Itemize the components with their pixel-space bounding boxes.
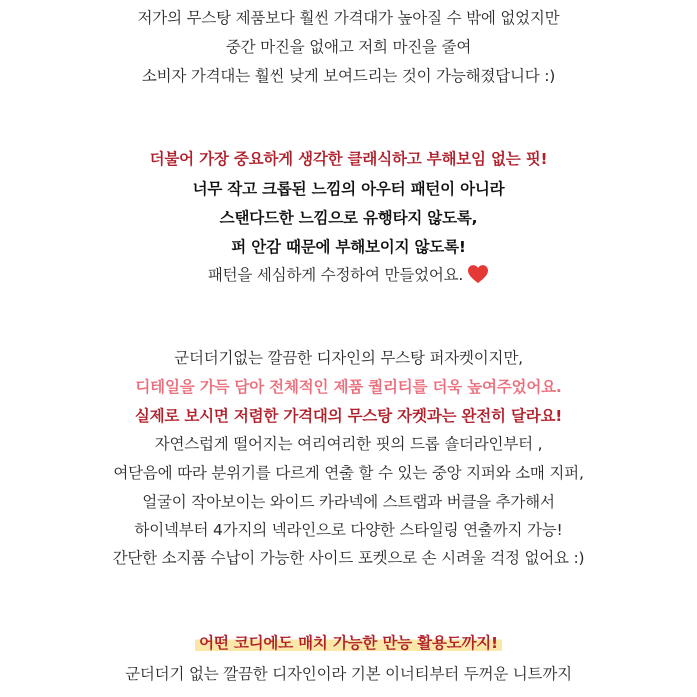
text-line: 얼굴이 작아보이는 와이드 카라넥에 스트랩과 버클을 추가해서 [142,493,555,511]
text-line: 여닫음에 따라 분위기를 다르게 연출 할 수 있는 중앙 지퍼와 소매 지퍼, [113,464,584,482]
bold-line: 퍼 안감 때문에 부해보이지 않도록! [231,238,466,256]
highlighted-heading: 어떤 코디에도 매치 가능한 만능 활용도까지! [195,634,502,652]
text-line: 자연스럽게 떨어지는 여리여리한 핏의 드롭 숄더라인부터 , [154,435,543,453]
text-line: 소비자 가격대는 훨씬 낮게 보여드리는 것이 가능해졌답니다 :) [141,67,556,85]
text-line: 군더더기 없는 깔끔한 디자인이라 기본 이너티부터 두꺼운 니트까지 [125,665,572,683]
pink-emphasis-line: 디테일을 가득 담아 전체적인 제품 퀄리티를 더욱 높여주었어요. [135,378,562,396]
bold-line: 너무 작고 크롭된 느낌의 아우터 패턴이 아니라 [192,180,505,198]
red-emphasis-line: 실제로 보시면 저렴한 가격대의 무스탕 자켓과는 완전히 달라요! [134,407,563,425]
text-line: 하이넥부터 4가지의 넥라인으로 다양한 스타일링 연출까지 가능! [134,521,563,539]
emphasis-line: 더불어 가장 중요하게 생각한 클래식하고 부해보임 없는 핏! [149,150,548,168]
text-line: 패턴을 세심하게 수정하여 만들었어요. [207,266,464,284]
highlight-line-wrapper [0,633,697,653]
text-line: 저가의 무스탕 제품보다 훨씬 가격대가 높아질 수 밖에 없었지만 [137,9,560,27]
text-line: 중간 마진을 없애고 저희 마진을 줄여 [225,38,472,56]
heart-icon [467,264,489,284]
text-line: 군더더기없는 깔끔한 디자인의 무스탕 퍼자켓이지만, [174,349,523,367]
text-line-with-heart [0,264,697,285]
bold-line: 스탠다드한 느낌으로 유행타지 않도록, [219,209,478,227]
text-line: 간단한 소지품 수납이 가능한 사이드 포켓으로 손 시려울 걱정 없어요 :) [112,549,585,567]
